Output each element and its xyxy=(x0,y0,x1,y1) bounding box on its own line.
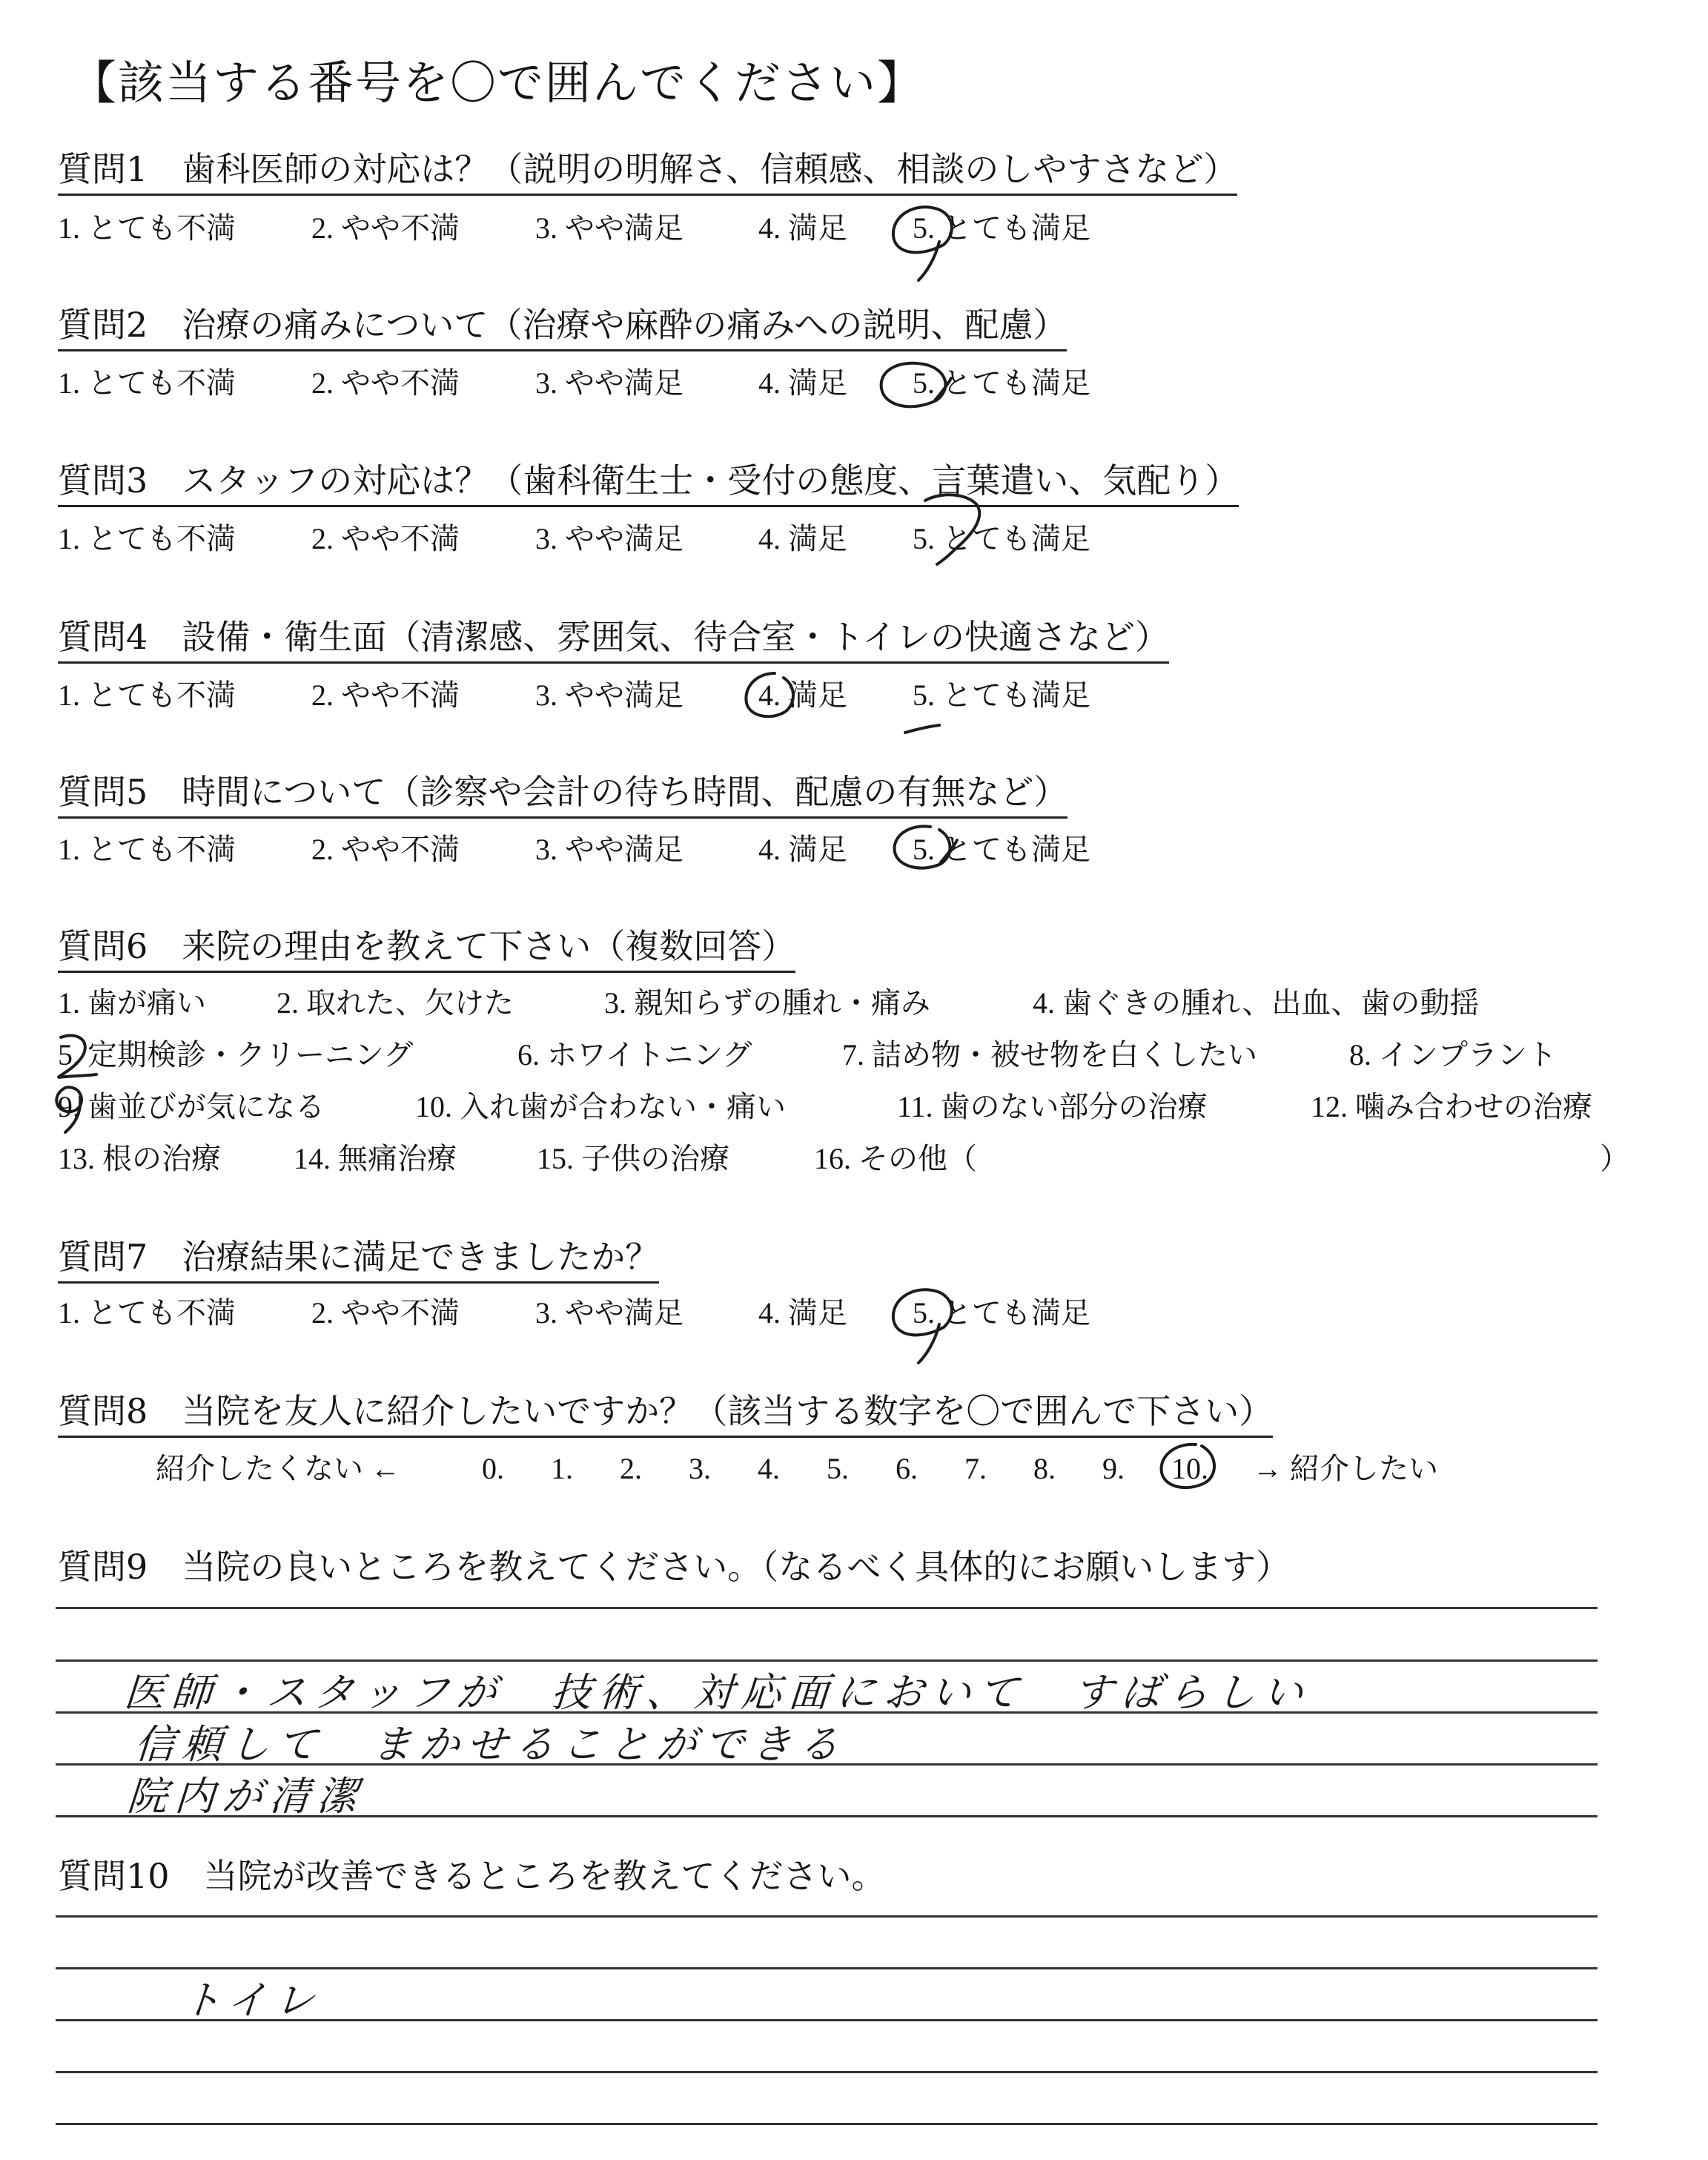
question-9-title: 質問9 当院の良いところを教えてください。（なるべく具体的にお願いします） xyxy=(58,1547,1291,1587)
q6-selection-mark-5 xyxy=(44,1027,104,1086)
option-3[interactable]: 3. やや満足 xyxy=(535,211,683,245)
option-5[interactable]: 5. とても満足 xyxy=(913,833,1090,866)
q8-option-6[interactable]: 6. xyxy=(896,1452,918,1485)
q10-answer-line-1[interactable]: トイレ xyxy=(179,1977,324,2024)
option-4[interactable]: 4. 満足 xyxy=(758,366,847,400)
question-4-title: 質問4 設備・衛生面（清潔感、雰囲気、待合室・トイレの快適さなど） xyxy=(58,620,1169,664)
answer-line xyxy=(56,1607,1598,1609)
q8-option-8[interactable]: 8. xyxy=(1033,1452,1056,1485)
option-1[interactable]: 1. とても不満 xyxy=(58,366,236,400)
q8-option-7[interactable]: 7. xyxy=(964,1452,987,1485)
q3-selection-circle xyxy=(903,486,992,567)
question-10-title: 質問10 当院が改善できるところを教えてください。 xyxy=(58,1856,886,1896)
q8-option-10[interactable]: 10. xyxy=(1171,1452,1208,1485)
option-3[interactable]: 3. やや満足 xyxy=(535,678,683,712)
option-1[interactable]: 1. とても不満 xyxy=(58,211,236,245)
reason-5[interactable]: 5. 定期検診・クリーニング xyxy=(58,1038,414,1071)
option-2[interactable]: 2. やや不満 xyxy=(311,1296,460,1330)
reason-3[interactable]: 3. 親知らずの腫れ・痛み xyxy=(604,986,930,1020)
reason-2[interactable]: 2. 取れた、欠けた xyxy=(277,986,514,1020)
q8-option-3[interactable]: 3. xyxy=(689,1452,711,1485)
option-1[interactable]: 1. とても不満 xyxy=(58,522,236,555)
q8-left-label: 紹介したくない ← xyxy=(156,1452,400,1485)
q8-option-1[interactable]: 1. xyxy=(551,1452,573,1485)
option-3[interactable]: 3. やや満足 xyxy=(535,1296,683,1330)
q9-answer-line-2[interactable]: 信頼して まかせることができる xyxy=(133,1721,848,1768)
q8-option-9[interactable]: 9. xyxy=(1102,1452,1125,1485)
option-4[interactable]: 4. 満足 xyxy=(758,211,847,245)
reason-12[interactable]: 12. 噛み合わせの治療 xyxy=(1311,1090,1592,1123)
reason-6[interactable]: 6. ホワイトニング xyxy=(517,1038,752,1071)
reason-7[interactable]: 7. 詰め物・被せ物を白くしたい xyxy=(842,1038,1257,1071)
reason-9[interactable]: 9. 歯並びが気になる xyxy=(58,1090,325,1123)
option-2[interactable]: 2. やや不満 xyxy=(311,833,460,866)
reason-10[interactable]: 10. 入れ歯が合わない・痛い xyxy=(415,1090,786,1123)
q6-selection-mark-9 xyxy=(43,1079,102,1138)
q4-underline-mark xyxy=(901,712,945,742)
q2-selection-circle xyxy=(871,354,967,421)
option-1[interactable]: 1. とても不満 xyxy=(58,678,236,712)
q8-option-0[interactable]: 0. xyxy=(482,1452,504,1485)
reason-15[interactable]: 15. 子供の治療 xyxy=(537,1142,729,1175)
q9-answer-line-1[interactable]: 医師・スタッフが 技術、対応面において すばらしい xyxy=(122,1669,1312,1716)
option-5[interactable]: 5. とても満足 xyxy=(913,678,1090,712)
q8-option-4[interactable]: 4. xyxy=(758,1452,780,1485)
question-5-title: 質問5 時間について（診察や会計の待ち時間、配慮の有無など） xyxy=(58,775,1068,819)
question-3-title: 質問3 スタッフの対応は？（歯科衛生士・受付の態度、言葉遣い、気配り） xyxy=(58,463,1239,507)
option-4[interactable]: 4. 満足 xyxy=(758,678,847,712)
reason-13[interactable]: 13. 根の治療 xyxy=(58,1142,221,1175)
option-5[interactable]: 5. とても満足 xyxy=(913,211,1090,245)
option-4[interactable]: 4. 満足 xyxy=(758,1296,847,1330)
q4-selection-circle xyxy=(738,666,804,733)
option-1[interactable]: 1. とても不満 xyxy=(58,833,236,866)
option-2[interactable]: 2. やや不満 xyxy=(311,678,460,712)
answer-line xyxy=(56,2071,1598,2073)
q8-selection-circle xyxy=(1153,1437,1227,1504)
q8-option-2[interactable]: 2. xyxy=(620,1452,642,1485)
option-5[interactable]: 5. とても満足 xyxy=(913,1296,1090,1330)
option-3[interactable]: 3. やや満足 xyxy=(535,366,683,400)
reason-8[interactable]: 8. インプラント xyxy=(1349,1038,1557,1071)
option-5[interactable]: 5. とても満足 xyxy=(913,366,1090,400)
answer-line xyxy=(56,1915,1598,1918)
answer-line xyxy=(56,2123,1598,2125)
q8-right-label: → 紹介したい xyxy=(1253,1452,1438,1485)
form-heading: 【該当する番号を〇で囲んでください】 xyxy=(70,56,925,110)
question-6-title: 質問6 来院の理由を教えて下さい（複数回答） xyxy=(58,929,795,973)
reason-14[interactable]: 14. 無痛治療 xyxy=(294,1142,457,1175)
q1-selection-circle xyxy=(886,200,967,285)
option-2[interactable]: 2. やや不満 xyxy=(311,366,460,400)
option-2[interactable]: 2. やや不満 xyxy=(311,211,460,245)
option-3[interactable]: 3. やや満足 xyxy=(535,833,683,866)
option-2[interactable]: 2. やや不満 xyxy=(311,522,460,555)
reason-16[interactable]: 16. その他（ xyxy=(814,1142,977,1175)
q8-option-5[interactable]: 5. xyxy=(827,1452,849,1485)
reason-11[interactable]: 11. 歯のない部分の治療 xyxy=(897,1090,1208,1123)
q5-selection-circle xyxy=(886,819,967,886)
reason-4[interactable]: 4. 歯ぐきの腫れ、出血、歯の動揺 xyxy=(1033,986,1480,1020)
question-8-title: 質問8 当院を友人に紹介したいですか？（該当する数字を〇で囲んで下さい） xyxy=(58,1394,1273,1438)
option-3[interactable]: 3. やや満足 xyxy=(535,522,683,555)
q7-selection-circle xyxy=(886,1283,967,1368)
option-5[interactable]: 5. とても満足 xyxy=(913,522,1090,555)
reason-16-close: ） xyxy=(1600,1142,1629,1175)
q9-answer-line-3[interactable]: 院内が清潔 xyxy=(125,1773,366,1820)
option-1[interactable]: 1. とても不満 xyxy=(58,1296,236,1330)
option-4[interactable]: 4. 満足 xyxy=(758,522,847,555)
reason-1[interactable]: 1. 歯が痛い xyxy=(58,986,206,1020)
question-7-title: 質問7 治療結果に満足できましたか？ xyxy=(58,1240,659,1284)
option-4[interactable]: 4. 満足 xyxy=(758,833,847,866)
question-1-title: 質問1 歯科医師の対応は？（説明の明解さ、信頼感、相談のしやすさなど） xyxy=(58,152,1237,196)
question-2-title: 質問2 治療の痛みについて（治療や麻酔の痛みへの説明、配慮） xyxy=(58,308,1067,351)
